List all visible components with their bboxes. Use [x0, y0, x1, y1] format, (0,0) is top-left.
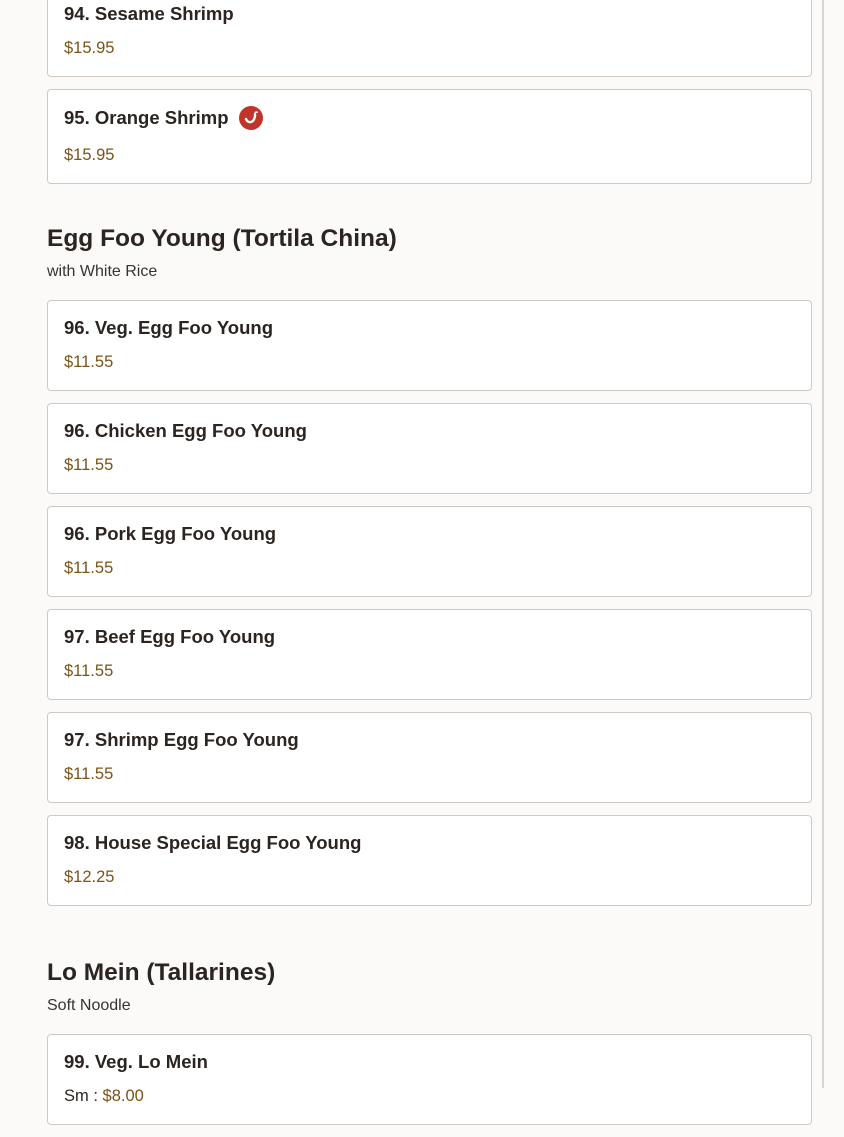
menu-item-price: $12.25	[64, 868, 115, 886]
section-title: Egg Foo Young (Tortila China)	[47, 225, 397, 252]
menu-item-price: $11.55	[64, 765, 114, 783]
menu-item-card[interactable]	[47, 712, 812, 803]
menu-item-card[interactable]	[47, 403, 812, 494]
menu-item-price: $11.55	[64, 353, 114, 371]
menu-item-card[interactable]	[47, 89, 812, 184]
menu-item-name: 96. Pork Egg Foo Young	[64, 523, 277, 544]
menu-item-price: $11.55	[64, 559, 114, 577]
scrollbar-divider	[822, 0, 824, 1088]
section-subtitle: with White Rice	[47, 263, 158, 280]
menu-item-name-row	[64, 106, 795, 130]
menu-item-name: 95. Orange Shrimp	[64, 107, 229, 128]
menu-item-card[interactable]	[47, 815, 812, 906]
menu-content	[47, 0, 812, 1137]
menu-item-name: 98. House Special Egg Foo Young	[64, 832, 362, 853]
menu-item-name: 97. Shrimp Egg Foo Young	[64, 729, 299, 750]
section-subtitle: Soft Noodle	[47, 997, 131, 1014]
section-title: Lo Mein (Tallarines)	[47, 959, 276, 986]
menu-item-price: $15.95	[64, 39, 115, 57]
menu-item-card[interactable]	[47, 1034, 812, 1125]
size-label: Sm :	[64, 1087, 98, 1105]
menu-item-name: 96. Chicken Egg Foo Young	[64, 420, 307, 441]
menu-item-price: $8.00	[102, 1087, 144, 1105]
menu-item-price: $11.55	[64, 662, 114, 680]
menu-item-price: $11.55	[64, 456, 114, 474]
menu-item-name: 97. Beef Egg Foo Young	[64, 626, 276, 647]
menu-item-name: 99. Veg. Lo Mein	[64, 1051, 208, 1072]
menu-item-price: $15.95	[64, 146, 115, 164]
menu-item-card[interactable]	[47, 0, 812, 77]
menu-item-name: 94. Sesame Shrimp	[64, 3, 234, 24]
menu-item-price-row	[64, 1086, 795, 1106]
menu-item-name: 96. Veg. Egg Foo Young	[64, 317, 274, 338]
chili-pepper-icon	[239, 106, 263, 130]
menu-item-card[interactable]	[47, 609, 812, 700]
menu-item-card[interactable]	[47, 300, 812, 391]
menu-item-card[interactable]	[47, 506, 812, 597]
